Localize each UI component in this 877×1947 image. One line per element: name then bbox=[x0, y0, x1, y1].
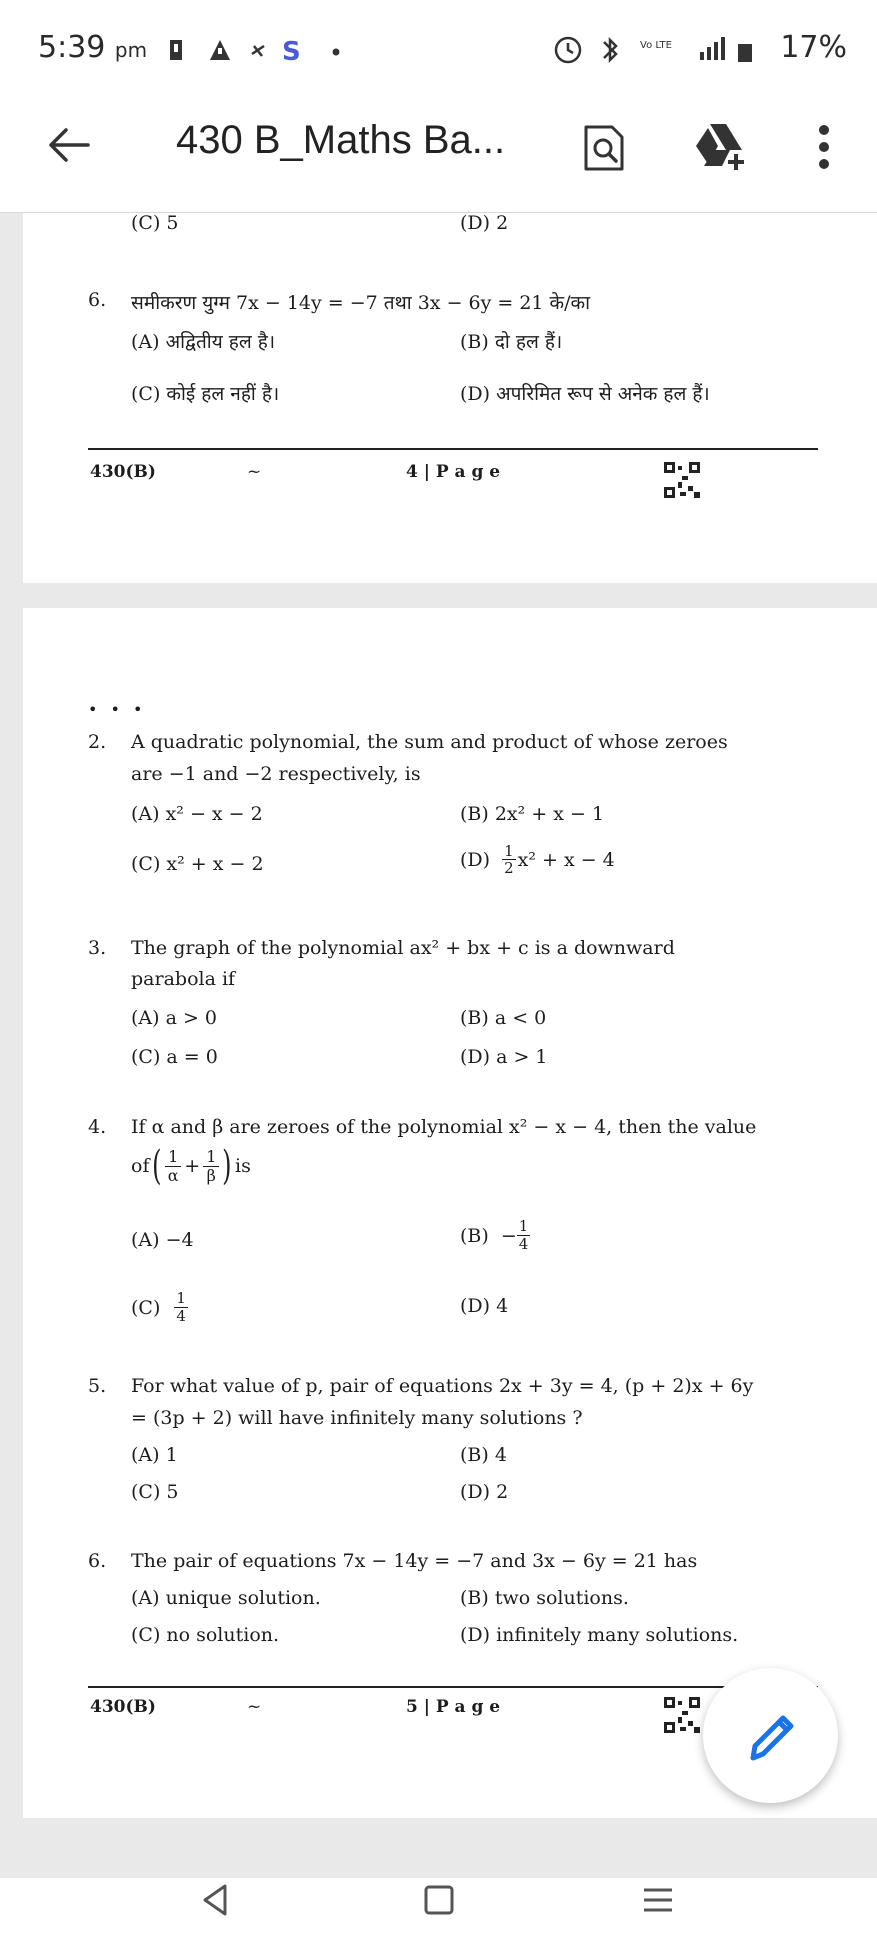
option-a: (A) x² − x − 2 bbox=[131, 803, 263, 825]
question-number: 3. bbox=[88, 937, 107, 959]
option-label: (B) − bbox=[460, 1224, 517, 1247]
dot-icon bbox=[333, 49, 340, 56]
option-d: (D) 2 bbox=[460, 212, 509, 234]
option-d: (D) infinitely many solutions. bbox=[460, 1624, 739, 1646]
bluetooth-icon bbox=[604, 40, 616, 60]
option-d bbox=[460, 843, 615, 876]
question-expression bbox=[131, 1143, 251, 1189]
question-number: 4. bbox=[88, 1116, 107, 1138]
denominator: β bbox=[206, 1165, 216, 1185]
qr-code-icon bbox=[664, 1697, 700, 1733]
option-a: (A) a > 0 bbox=[131, 1007, 218, 1029]
add-to-drive-icon[interactable] bbox=[690, 120, 752, 172]
denominator: 4 bbox=[518, 1235, 529, 1253]
notification-icons bbox=[168, 36, 348, 66]
pencil-icon bbox=[703, 1668, 838, 1803]
question-text: The pair of equations 7x − 14y = −7 and 3x − 6y = 21 has bbox=[131, 1550, 698, 1572]
battery-icon bbox=[738, 44, 752, 62]
option-b: (B) 4 bbox=[460, 1444, 507, 1466]
option-d: (D) a > 1 bbox=[460, 1046, 548, 1068]
more-options-icon[interactable] bbox=[812, 122, 836, 172]
fraction bbox=[203, 1148, 219, 1185]
option-d: (D) अपरिमित रूप से अनेक हल हैं। bbox=[460, 383, 710, 405]
denominator: 2 bbox=[504, 859, 514, 877]
question-number: 5. bbox=[88, 1375, 107, 1397]
option-a: (A) unique solution. bbox=[131, 1587, 321, 1609]
numerator: 1 bbox=[504, 842, 514, 860]
denominator: α bbox=[167, 1165, 179, 1185]
footer-code: 430(B) bbox=[90, 1697, 156, 1717]
fraction bbox=[502, 843, 516, 876]
edit-fab-button[interactable] bbox=[703, 1668, 838, 1803]
question-text: parabola if bbox=[131, 968, 236, 990]
battery-percent: 17% bbox=[780, 30, 847, 65]
page-number: 5 | P a g e bbox=[406, 1697, 501, 1717]
wifi-off-icon bbox=[252, 46, 264, 56]
option-c bbox=[131, 1290, 188, 1325]
option-a: (A) −4 bbox=[131, 1229, 194, 1251]
option-c: (C) x² + x − 2 bbox=[131, 853, 264, 875]
question-text: For what value of p, pair of equations 2x + 3y = 4, (p + 2)x + 6y bbox=[131, 1375, 754, 1397]
fraction bbox=[174, 1290, 188, 1325]
s-app-icon: S bbox=[282, 37, 301, 66]
option-label: (D) bbox=[460, 848, 491, 871]
status-left-icons bbox=[168, 36, 348, 70]
option-a: (A) 1 bbox=[131, 1444, 178, 1466]
option-b: (B) 2x² + x − 1 bbox=[460, 803, 605, 825]
option-a: (A) अद्वितीय हल है। bbox=[131, 331, 276, 353]
fraction bbox=[517, 1218, 531, 1253]
back-arrow-icon[interactable] bbox=[44, 120, 94, 170]
option-b bbox=[460, 1218, 530, 1253]
option-c: (C) a = 0 bbox=[131, 1046, 218, 1068]
status-right-icons bbox=[552, 34, 762, 70]
option-c: (C) कोई हल नहीं है। bbox=[131, 383, 280, 405]
option-b: (B) दो हल हैं। bbox=[460, 331, 563, 353]
footer-tilde: ~ bbox=[247, 1697, 262, 1717]
option-rest: x² + x − 4 bbox=[517, 848, 615, 871]
option-b: (B) a < 0 bbox=[460, 1007, 547, 1029]
question-text-hindi: समीकरण युग्म 7x − 14y = −7 तथा 3x − 6y = 21 के/का bbox=[131, 292, 591, 314]
denominator: 4 bbox=[176, 1307, 186, 1325]
qr-code-icon bbox=[664, 462, 700, 498]
question-number: 2. bbox=[88, 731, 107, 753]
home-square-icon[interactable] bbox=[419, 1880, 459, 1920]
option-c: (C) 5 bbox=[131, 212, 179, 234]
question-number: 6. bbox=[88, 1550, 107, 1572]
option-c: (C) 5 bbox=[131, 1481, 179, 1503]
question-text: If α and β are zeroes of the polynomial x² − x − 4, then the value bbox=[131, 1116, 757, 1138]
document-title: 430 B_Maths Ba... bbox=[176, 118, 506, 162]
question-text: are −1 and −2 respectively, is bbox=[131, 763, 421, 785]
fraction bbox=[165, 1148, 181, 1185]
footer-divider bbox=[88, 448, 818, 450]
question-text: The graph of the polynomial ax² + bx + c is a downward bbox=[131, 937, 675, 959]
option-c: (C) no solution. bbox=[131, 1624, 280, 1646]
numerator: 1 bbox=[203, 1148, 219, 1167]
question-number: 6. bbox=[88, 289, 107, 311]
question-text: A quadratic polynomial, the sum and product of whose zeroes bbox=[131, 731, 728, 753]
question-text: = (3p + 2) will have infinitely many solutions ? bbox=[131, 1407, 583, 1429]
option-d: (D) 4 bbox=[460, 1295, 509, 1317]
numerator: 1 bbox=[518, 1217, 529, 1235]
status-time: 5:39 pm bbox=[38, 30, 148, 65]
footer-code: 430(B) bbox=[90, 462, 156, 482]
numerator: 1 bbox=[165, 1148, 181, 1167]
footer-tilde: ~ bbox=[247, 462, 262, 482]
plus-sign: + bbox=[184, 1155, 201, 1177]
page-number: 4 | P a g e bbox=[406, 462, 501, 482]
signal-icon bbox=[700, 52, 704, 60]
text-is: is bbox=[235, 1155, 251, 1177]
option-b: (B) two solutions. bbox=[460, 1587, 629, 1609]
find-in-page-icon[interactable] bbox=[580, 123, 628, 173]
option-label: (C) bbox=[131, 1296, 161, 1319]
paren-right: ) bbox=[222, 1143, 232, 1189]
numerator: 1 bbox=[176, 1289, 186, 1307]
paren-left: ( bbox=[152, 1143, 162, 1189]
volte-label: Vo LTE bbox=[640, 40, 672, 51]
text-of: of bbox=[131, 1155, 150, 1177]
ellipsis-marker: • • • bbox=[88, 700, 147, 719]
option-d: (D) 2 bbox=[460, 1481, 509, 1503]
recents-menu-icon[interactable] bbox=[638, 1880, 678, 1920]
back-triangle-icon[interactable] bbox=[195, 1880, 235, 1920]
